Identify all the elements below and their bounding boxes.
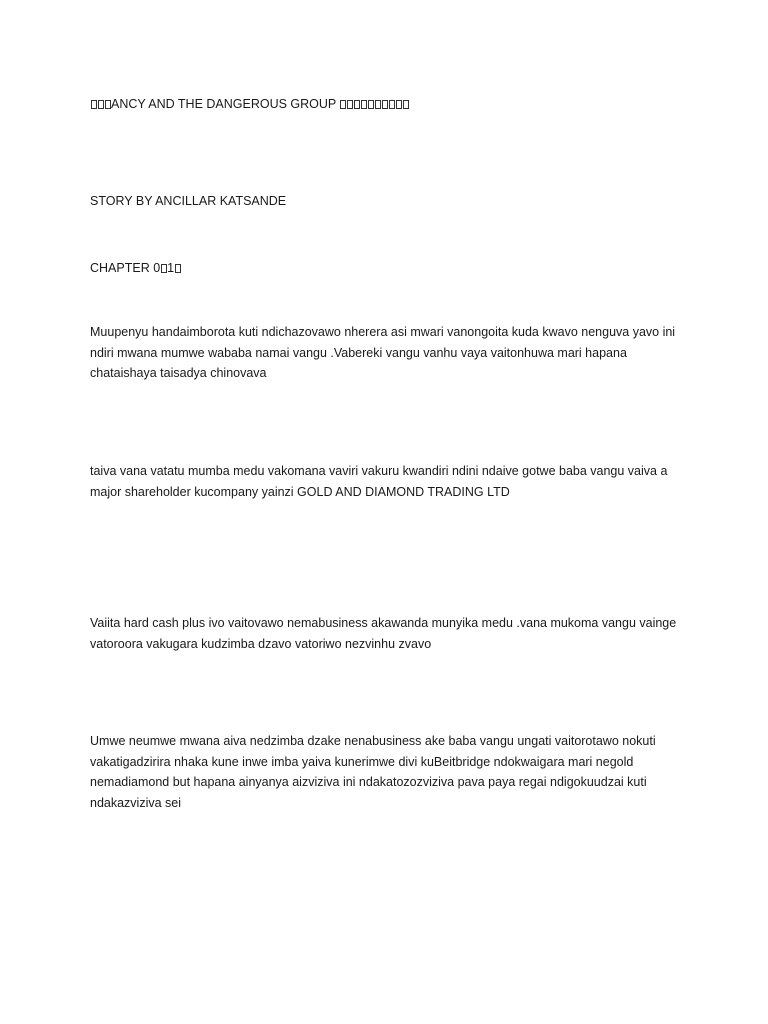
missing-glyph-icon [375, 100, 381, 109]
missing-glyph-icon [396, 100, 402, 109]
missing-glyph-icon [382, 100, 388, 109]
missing-glyph-icon [91, 100, 97, 109]
missing-glyph-icon [389, 100, 395, 109]
paragraph: Muupenyu handaimborota kuti ndichazovawo nherera asi mwari vanongoita kuda kwavo nenguva yavo ini ndiri mwana mumwe wababa namai vangu .Vabereki vangu vanhu vaya vaitonhuwa mari hapana chataishaya taisadya chinovava [90, 325, 676, 380]
missing-glyph-icon [161, 264, 167, 273]
missing-glyph-icon [354, 100, 360, 109]
missing-glyph-icon [98, 100, 104, 109]
missing-glyph-icon [361, 100, 367, 109]
title-suffix-glyphs [340, 97, 410, 111]
title-text: ANCY AND THE DANGEROUS GROUP [111, 97, 337, 111]
paragraph: Umwe neumwe mwana aiva nedzimba dzake nenabusiness ake baba vangu ungati vaitorotawo nokuti vakatigadzirira nhaka kune inwe imba yaiva kunerimwe divi kuBeitbridge ndokwaigara mari negold nemadiamond but hapana ainyanya aizviziva ini ndakatozozviziva pava paya regai ndigokuudzai kuti ndakazviziva sei [90, 734, 656, 810]
paragraph: Vaiita hard cash plus ivo vaitovawo nemabusiness akawanda munyika medu .vana mukoma vangu vainge vatoroora vakugara kudzimba dzavo vatoriwo nezvinhu zvavo [90, 616, 677, 651]
story-title [90, 94, 690, 115]
story-byline: STORY BY ANCILLAR KATSANDE [90, 194, 287, 208]
missing-glyph-icon [175, 264, 181, 273]
missing-glyph-icon [403, 100, 409, 109]
missing-glyph-icon [340, 100, 346, 109]
chapter-number: 1 [167, 261, 175, 275]
paragraph: taiva vana vatatu mumba medu vakomana vaviri vakuru kwandiri ndini ndaive gotwe baba vangu vaiva a major shareholder kucompany yainzi GOLD AND DIAMOND TRADING LTD [90, 464, 668, 499]
missing-glyph-icon [105, 100, 111, 109]
chapter-heading [90, 258, 690, 279]
chapter-label: CHAPTER 0 [90, 261, 161, 275]
missing-glyph-icon [347, 100, 353, 109]
title-prefix-glyphs [90, 97, 111, 111]
missing-glyph-icon [368, 100, 374, 109]
